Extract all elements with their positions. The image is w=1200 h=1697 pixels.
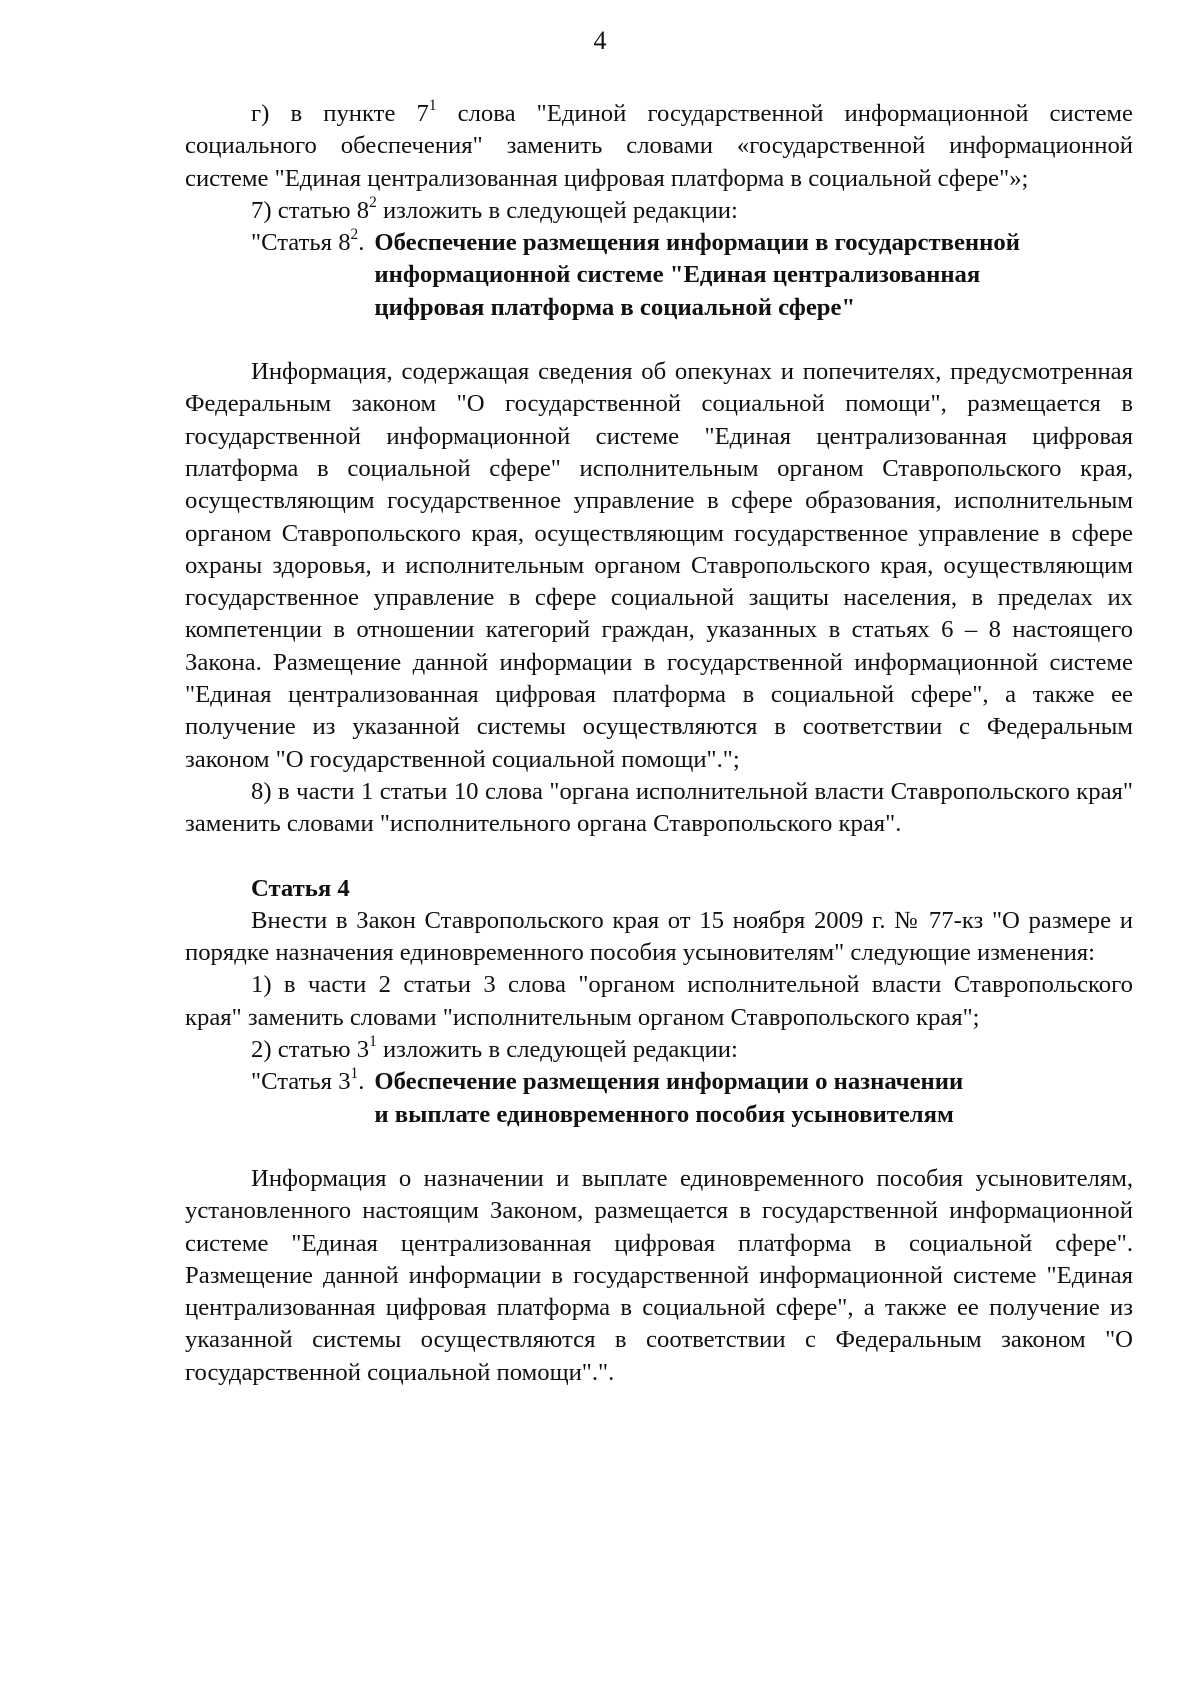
article-3-1-title-line: Обеспечение размещения информации о назначении xyxy=(374,1068,964,1096)
article-4-item-1: 1) в части 2 статьи 3 слова "органом исполнительной власти Ставропольского края" заменить словами "исполнительным органом Ставропольского края"; xyxy=(185,971,1133,1031)
article-8-2-title xyxy=(374,227,1133,324)
item-g-text-end: слова "Единой государственной информационной системе социального обеспечения" заменить словами «государственной информационной системе "Единая централизованная цифровая платформа в социальной сфере"»; xyxy=(185,100,1133,192)
page-number: 4 xyxy=(593,26,607,55)
article-8-2-title-line: цифровая платформа в социальной сфере" xyxy=(374,293,856,321)
article-4-item-2-text-end: изложить в следующей редакции: xyxy=(376,1036,738,1064)
item-g-text-start: г) в пункте 7 xyxy=(251,100,429,127)
item-8-paragraph: 8) в части 1 статьи 10 слова "органа исполнительной власти Ставропольского края" заменить словами "исполнительного органа Ставропольского края". xyxy=(185,777,1133,838)
spacer xyxy=(185,324,1133,356)
article-8-2-label-dot: . xyxy=(358,229,365,257)
article-8-2-title-line: Обеспечение размещения информации в государственной xyxy=(374,229,1020,257)
article-8-2-label-text: "Статья 8 xyxy=(251,229,351,257)
item-7-superscript: 2 xyxy=(369,193,377,211)
document-body xyxy=(185,98,1133,1389)
item-g-paragraph xyxy=(185,98,1133,195)
item-7-text-start: 7) статью 8 xyxy=(251,196,370,224)
item-7-paragraph xyxy=(185,195,1133,227)
article-4-heading: Статья 4 xyxy=(251,874,350,902)
article-8-2-heading xyxy=(251,227,1133,324)
article-4-item-2-superscript: 1 xyxy=(369,1033,377,1050)
item-g-superscript: 1 xyxy=(428,96,437,114)
article-3-1-title xyxy=(374,1066,1133,1131)
article-3-1-label-text: "Статья 3 xyxy=(251,1068,351,1096)
article-8-2-title-line: информационной системе "Единая централизованная xyxy=(374,261,981,289)
article-3-1-body: Информация о назначении и выплате единовременного пособия усыновителям, установленного настоящим Законом, размещается в государственной информационной системе "Единая централизованная цифровая платформа в социальной сфере". Размещение данной информации в государственной информационной системе "Единая централизованная цифровая платформа в социальной сфере", а также ее получение из указанной системы осуществляются в соответствии с Федеральным законом "О государственной социальной помощи".". xyxy=(185,1164,1133,1386)
article-3-1-label xyxy=(251,1066,374,1131)
article-4-item-2 xyxy=(185,1034,1133,1066)
item-7-text-end: изложить в следующей редакции: xyxy=(376,196,738,224)
article-8-2-label-superscript: 2 xyxy=(350,226,359,244)
article-3-1-title-line: и выплате единовременного пособия усыновителям xyxy=(374,1100,954,1128)
article-3-1-label-dot: . xyxy=(358,1068,365,1096)
article-4-item-2-text-start: 2) статью 3 xyxy=(251,1036,370,1064)
spacer xyxy=(185,841,1133,873)
article-8-2-body: Информация, содержащая сведения об опекунах и попечителях, предусмотренная Федеральным законом "О государственной социальной помощи", размещается в государственной информационной системе "Единая централизованная цифровая платформа в социальной сфере" исполнительным органом Ставропольского края, осуществляющим государственное управление в сфере образования, исполнительным органом Ставропольского края, осуществляющим государственное управление в сфере охраны здоровья, и исполнительным органом Ставропольского края, осуществляющим государственное управление в сфере социальной защиты населения, в пределах их компетенции в отношении категорий граждан, указанных в статьях 6 – 8 настоящего Закона. Размещение данной информации в государственной информационной системе "Единая централизованная цифровая платформа в социальной сфере", а также ее получение из указанной системы осуществляются в соответствии с Федеральным законом "О государственной социальной помощи"."; xyxy=(185,358,1133,773)
article-3-1-label-superscript: 1 xyxy=(350,1065,359,1083)
article-3-1-heading xyxy=(251,1066,1133,1131)
spacer xyxy=(185,1131,1133,1163)
article-4-intro: Внести в Закон Ставропольского края от 15 ноября 2009 г. № 77-кз "О размере и порядке назначения единовременного пособия усыновителям" следующие изменения: xyxy=(185,906,1133,967)
article-8-2-label xyxy=(251,227,374,324)
